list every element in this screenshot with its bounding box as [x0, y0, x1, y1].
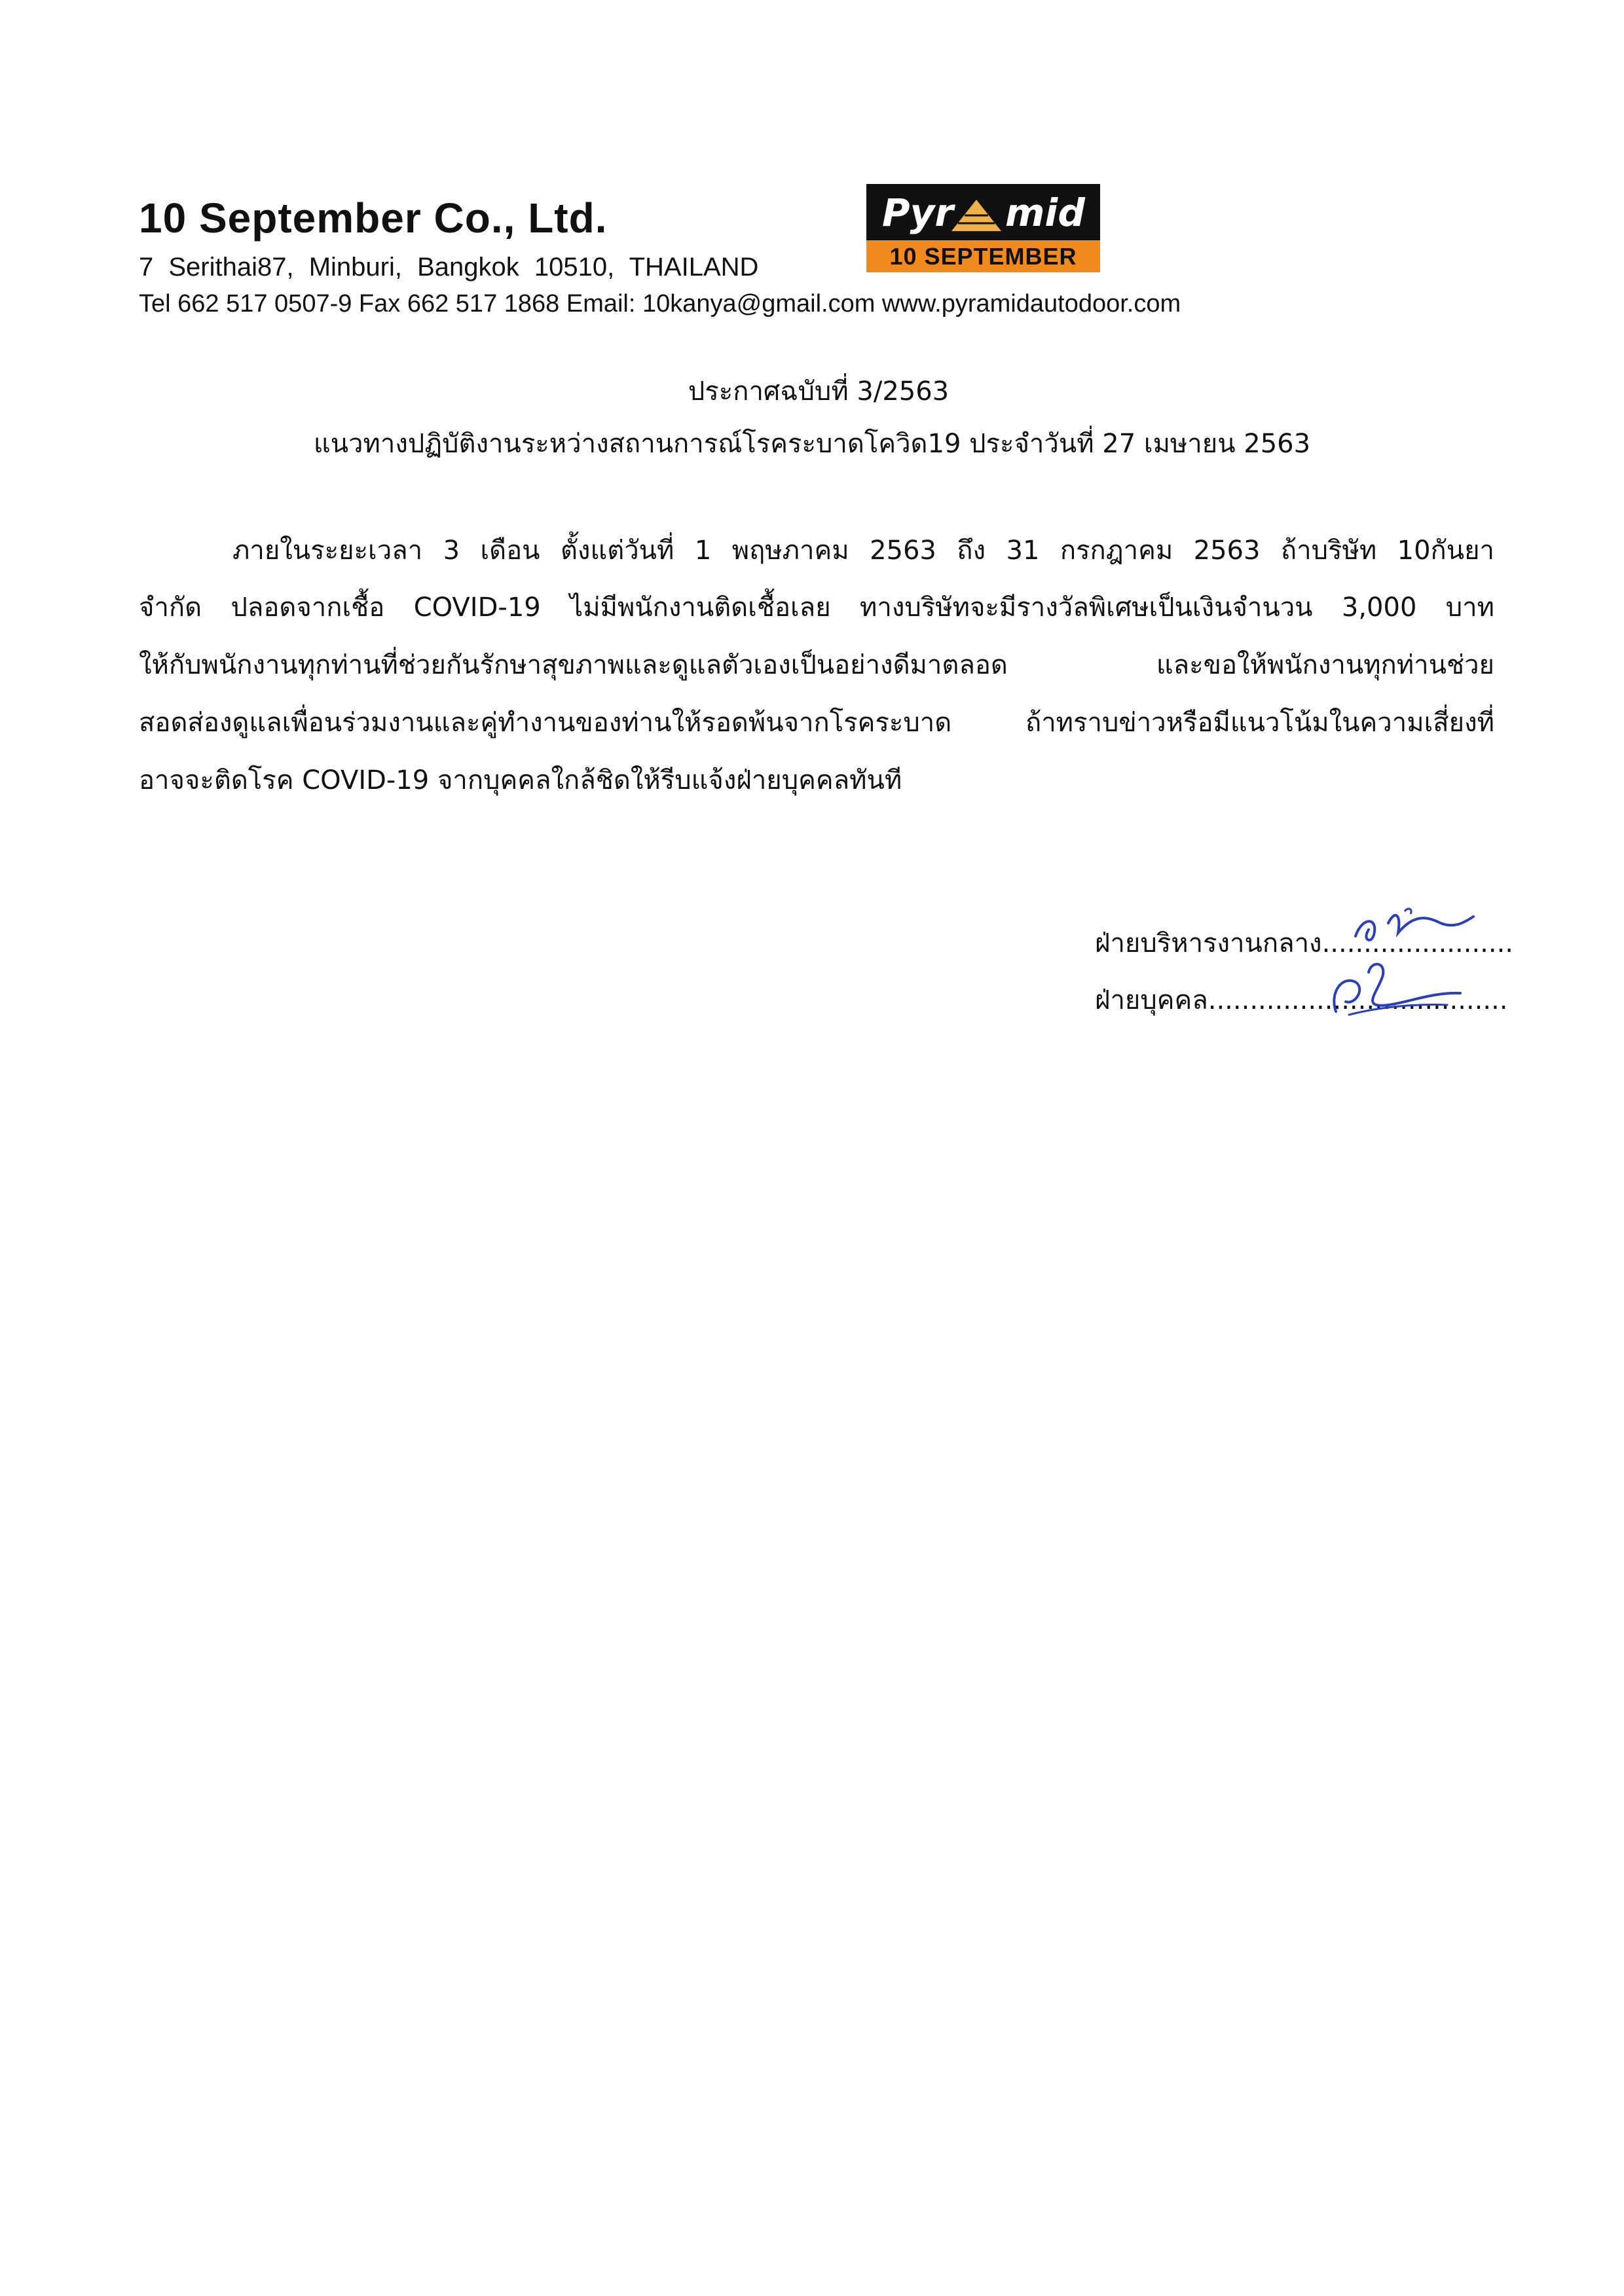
signature-line-hr: ฝ่ายบุคคล.................................... [1095, 985, 1508, 1015]
announcement-title: แนวทางปฏิบัติงานระหว่างสถานการณ์โรคระบาดโควิด19 ประจำวันที่ 27 เมษายน 2563 [313, 429, 1311, 459]
body-line-1: ภายในระยะเวลา 3 เดือน ตั้งแต่วันที่ 1 พฤษภาคม 2563 ถึง 31 กรกฎาคม 2563 ถ้าบริษัท 10กันยา [232, 536, 1494, 566]
company-name: 10 September Co., Ltd. [139, 194, 608, 242]
logo-word-right: mid [1005, 191, 1085, 235]
signature-line-central-admin: ฝ่ายบริหารงานกลาง....................... [1095, 928, 1514, 958]
signature-hr [1310, 953, 1480, 1025]
body-line-4: สอดส่องดูแลเพื่อนร่วมงานและคู่ทำงานของท่านให้รอดพ้นจากโรคระบาด ถ้าทราบข่าวหรือมีแนวโน้มในความเสี่ยงที่ [139, 708, 1494, 738]
announcement-number: ประกาศฉบับที่ 3/2563 [688, 376, 950, 407]
signature-central-admin [1342, 897, 1500, 956]
logo-bottom-band [866, 240, 1100, 272]
body-line-2: จำกัด ปลอดจากเชื้อ COVID-19 ไม่มีพนักงานติดเชื้อเลย ทางบริษัทจะมีรางวัลพิเศษเป็นเงินจำนวน 3,000 บาท [139, 592, 1494, 623]
body-line-5: อาจจะติดโรค COVID-19 จากบุคคลใกล้ชิดให้รีบแจ้งฝ่ายบุคคลทันที [139, 765, 902, 795]
logo-top-band [866, 184, 1100, 240]
body-line-3: ให้กับพนักงานทุกท่านที่ช่วยกันรักษาสุขภาพและดูแลตัวเองเป็นอย่างดีมาตลอด และขอให้พนักงานทุกท่านช่วย [139, 650, 1494, 680]
company-address: 7 Serithai87, Minburi, Bangkok 10510, THAILAND [139, 253, 759, 282]
logo-subtitle: 10 SEPTEMBER [889, 243, 1077, 270]
company-contact: Tel 662 517 0507-9 Fax 662 517 1868 Email: 10kanya@gmail.com www.pyramidautodoor.com [139, 290, 1181, 318]
logo-word-left: Pyr [882, 191, 953, 235]
pyramid-logo [866, 184, 1100, 272]
pyramid-icon [950, 197, 1003, 234]
